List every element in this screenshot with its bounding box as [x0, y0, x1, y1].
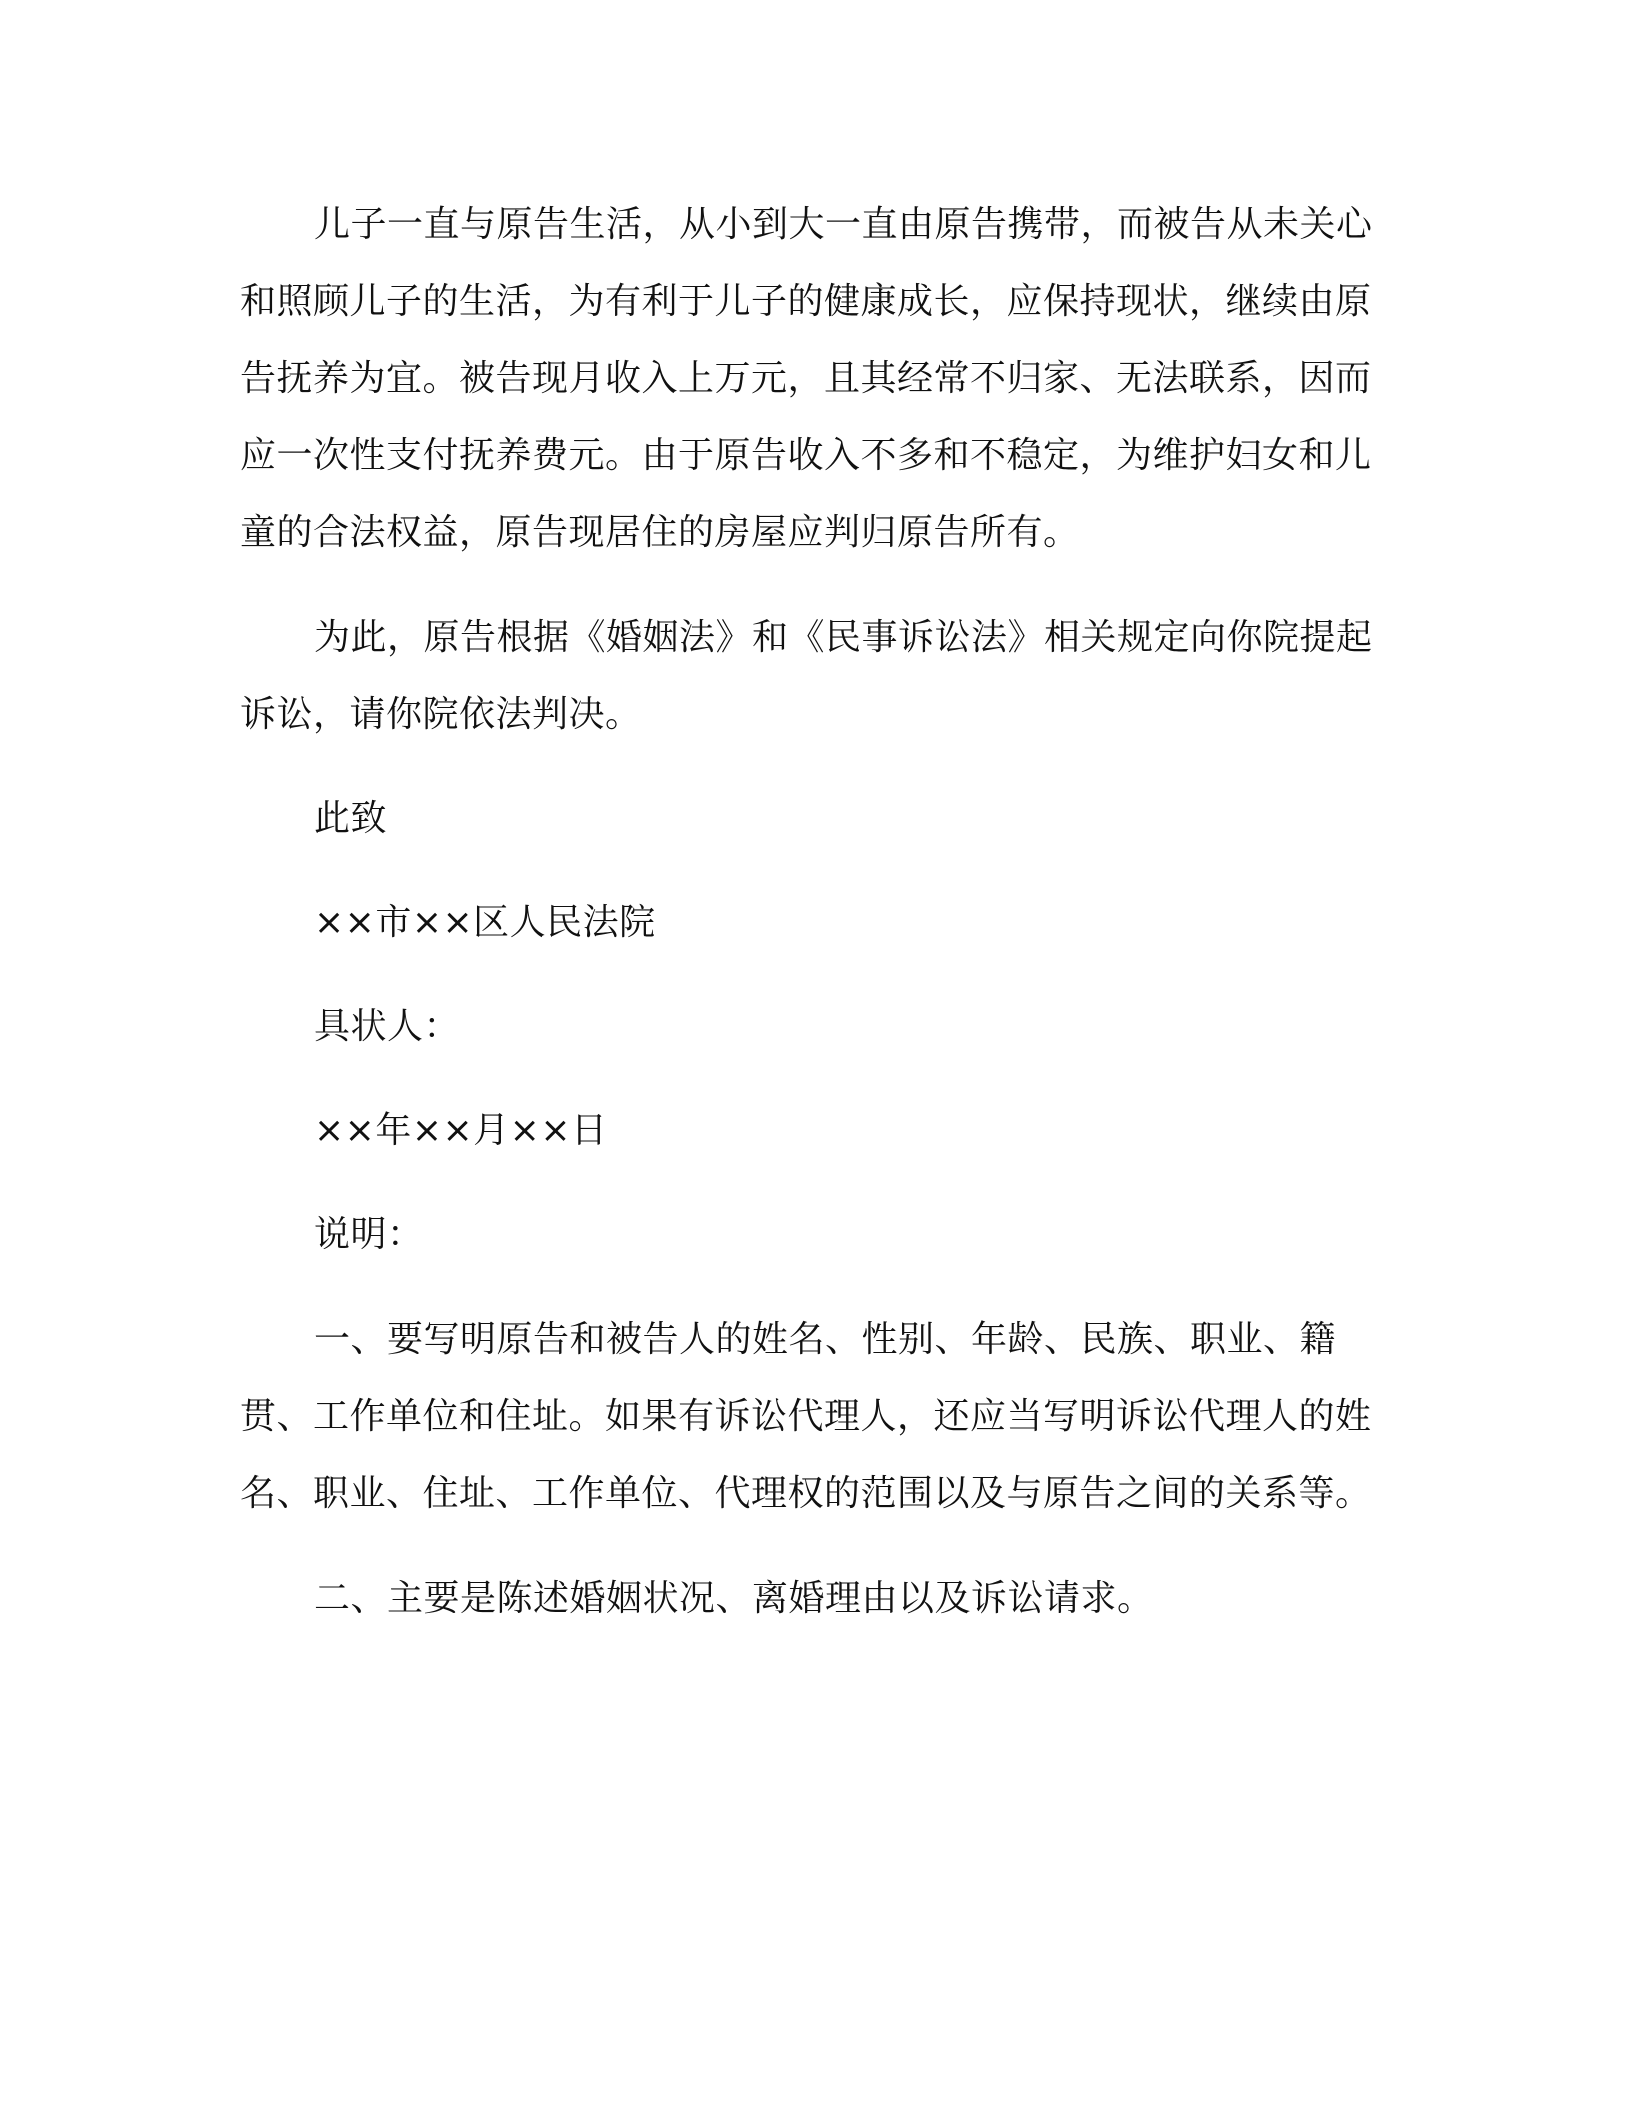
court-recipient: ××市××区人民法院	[314, 902, 656, 943]
notes-heading: 说明：	[314, 1214, 424, 1255]
note-item-one: 一、要写明原告和被告人的姓名、性别、年龄、民族、职业、籍贯、工作单位和住址。如果有诉讼代理人，还应当写明诉讼代理人的姓名、职业、住址、工作单位、代理权的范围以及与原告之间的关系等。	[240, 1319, 1372, 1514]
signatory-label: 具状人：	[314, 1006, 461, 1047]
body-paragraph-lawsuit: 为此，原告根据《婚姻法》和《民事诉讼法》相关规定向你院提起诉讼，请你院依法判决。	[240, 617, 1373, 735]
body-paragraph-custody: 儿子一直与原告生活，从小到大一直由原告携带，而被告从未关心和照顾儿子的生活，为有利于儿子的健康成长，应保持现状，继续由原告抚养为宜。被告现月收入上万元，且其经常不归家、无法联系，因而应一次性支付抚养费元。由于原告收入不多和不稳定，为维护妇女和儿童的合法权益，原告现居住的房屋应判归原告所有。	[240, 204, 1373, 553]
note-item-two: 二、主要是陈述婚姻状况、离婚理由以及诉讼请求。	[314, 1578, 1154, 1619]
salutation: 此致	[314, 798, 388, 839]
document-body	[240, 186, 1380, 1637]
document-date: ××年××月××日	[314, 1110, 608, 1151]
